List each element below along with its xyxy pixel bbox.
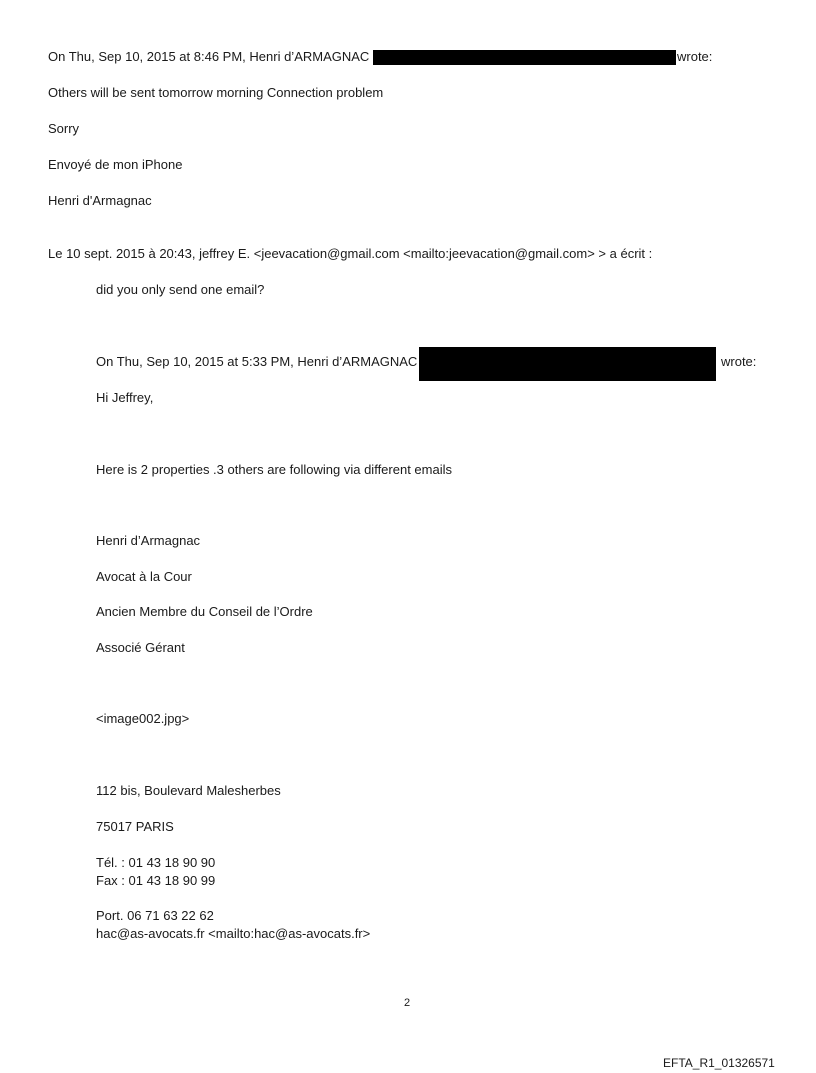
signature-title2: Ancien Membre du Conseil de l’Ordre [96,604,313,619]
email3-greeting: Hi Jeffrey, [96,390,154,405]
signature-fax: Fax : 01 43 18 90 99 [96,873,216,888]
page-number: 2 [404,997,411,1009]
document-id-footer: EFTA_R1_01326571 [663,1056,775,1070]
redaction-bar [419,347,716,381]
signature-email-link[interactable]: hac@as-avocats.fr <mailto:hac@as-avocats.fr> [96,926,371,941]
signature-port: Port. 06 71 63 22 62 [96,908,214,923]
email1-header-prefix: On Thu, Sep 10, 2015 at 8:46 PM, Henri d’ARMAGNAC [48,49,370,64]
signature-address2: 75017 PARIS [96,819,174,834]
signature-image-placeholder: <image002.jpg> [96,711,190,726]
email1-line3: Envoyé de mon iPhone [48,157,183,172]
email1-header-suffix: wrote: [677,49,713,64]
signature-tel: Tél. : 01 43 18 90 90 [96,855,216,870]
email3-header-suffix: wrote: [721,354,757,369]
email1-line1: Others will be sent tomorrow morning Connection problem [48,85,384,100]
email1-line2: Sorry [48,121,80,136]
signature-address1: 112 bis, Boulevard Malesherbes [96,783,281,798]
signature-name: Henri d’Armagnac [96,533,201,548]
email3-body: Here is 2 properties .3 others are following via different emails [96,462,452,477]
email3-header-prefix: On Thu, Sep 10, 2015 at 5:33 PM, Henri d’ARMAGNAC [96,354,418,369]
signature-title3: Associé Gérant [96,640,185,655]
email1-signature: Henri d'Armagnac [48,193,152,208]
email2-body: did you only send one email? [96,282,265,297]
redaction-bar [373,50,676,65]
signature-title1: Avocat à la Cour [96,569,192,584]
email2-header: Le 10 sept. 2015 à 20:43, jeffrey E. <jeevacation@gmail.com <mailto:jeevacation@gmail.com> > a écrit : [48,246,653,261]
